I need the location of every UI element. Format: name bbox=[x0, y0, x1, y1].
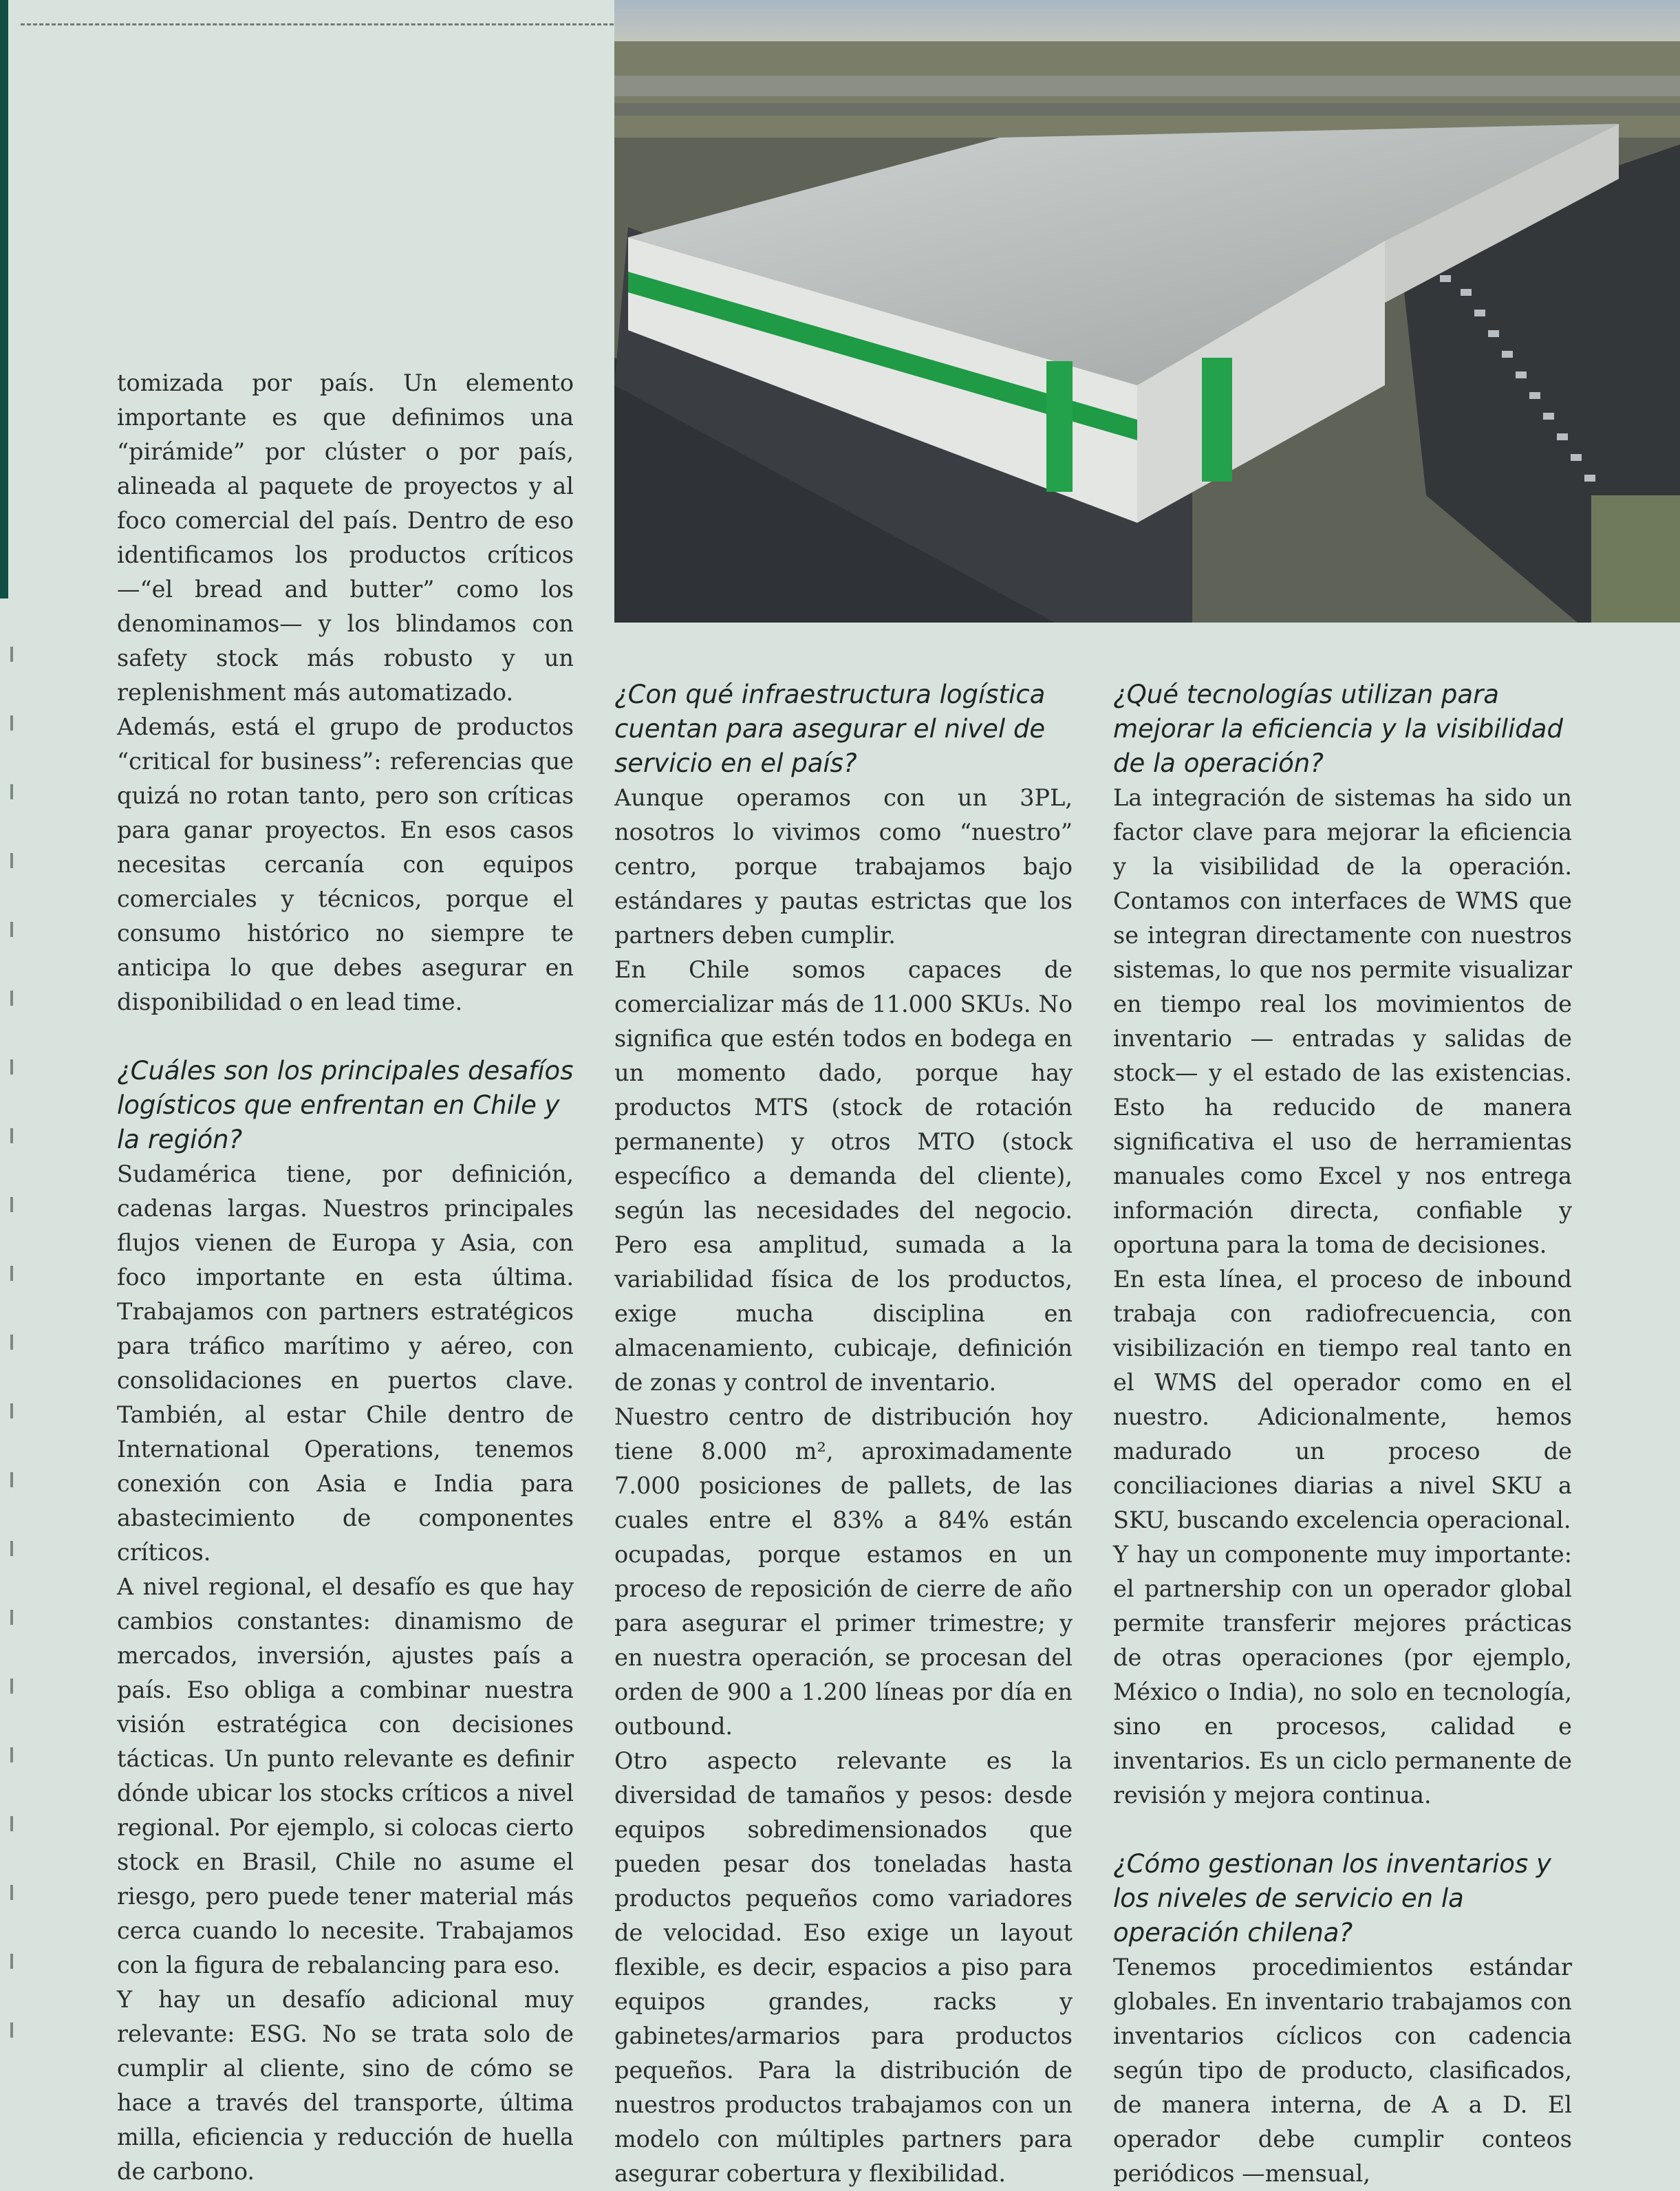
warehouse-aerial-icon bbox=[614, 0, 1680, 623]
column-3-paragraph: Tenemos procedimientos estándar globales. En inventario trabajamos con inventarios cíclicos con cadencia según tipo de producto, clasificados, de manera interna, de A a D. El operador debe cumplir conteos periódicos —mensual, bbox=[1113, 1954, 1572, 2187]
column-2 bbox=[614, 678, 1073, 2191]
column-2-paragraph: Aunque operamos con un 3PL, nosotros lo vivimos como “nuestro” centro, porque trabajamos bajo estándares y pautas estrictas que los partners deben cumplir. bbox=[614, 784, 1073, 949]
left-accent-bar bbox=[0, 0, 8, 598]
column-1-paragraph: Sudamérica tiene, por definición, cadenas largas. Nuestros principales flujos vienen de Europa y Asia, con foco importante en esta última. Trabajamos con partners estratégicos para tráfico marítimo y aéreo, con consolidaciones en puertos clave. También, al estar Chile dentro de International Operations, tenemos conexión con Asia e India para abastecimiento de componentes críticos. bbox=[117, 1161, 574, 1566]
column-3-paragraph: La integración de sistemas ha sido un factor clave para mejorar la eficiencia y la visibilidad de la operación. Contamos con interfaces de WMS que se integran directamente con nuestros sistemas, lo que nos permite visualizar en tiempo real los movimientos de inventario — entradas y salidas de stock— y el estado de las existencias. Esto ha reducido de manera significativa el uso de herramientas manuales como Excel y nos entrega información directa, confiable y oportuna para la toma de decisiones. bbox=[1113, 784, 1572, 1258]
column-2-paragraph: Nuestro centro de distribución hoy tiene 8.000 m², aproximadamente 7.000 posiciones de pallets, de las cuales entre el 83% a 84% están ocupadas, porque estamos en un proceso de reposición de cierre de año para asegurar el primer trimestre; y en nuestra operación, se procesan del orden de 900 a 1.200 líneas por día en outbound. bbox=[614, 1403, 1073, 1740]
column-2-paragraph: En Chile somos capaces de comercializar más de 11.000 SKUs. No significa que estén todos en bodega en un momento dado, porque hay productos MTS (stock de rotación permanente) y otros MTO (stock específico a demanda del cliente), según las necesidades del negocio. Pero esa amplitud, sumada a la variabilidad física de los productos, exige mucha disciplina en almacenamiento, cubicaje, definición de zonas y control de inventario. bbox=[614, 956, 1073, 1396]
column-2-paragraph: Otro aspecto relevante es la diversidad de tamaños y pesos: desde equipos sobredimensionados que pueden pesar dos toneladas hasta productos pequeños como variadores de velocidad. Eso exige un layout flexible, es decir, espacios a piso para equipos grandes, racks y gabinetes/armarios para productos pequeños. Para la distribución de nuestros productos trabajamos con un modelo con múltiples partners para asegurar cobertura y flexibilidad. bbox=[614, 1747, 1073, 2187]
question-heading: ¿Cómo gestionan los inventarios y los niveles de servicio en la operación chilena? bbox=[1113, 1849, 1551, 1947]
left-margin-ticks bbox=[10, 647, 13, 2091]
question-heading: ¿Qué tecnologías utilizan para mejorar la eficiencia y la visibilidad de la operación? bbox=[1113, 680, 1563, 778]
warehouse-aerial-photo bbox=[614, 0, 1680, 623]
column-3-paragraph: Y hay un componente muy importante: el partnership con un operador global permite transferir mejores prácticas de otras operaciones (por ejemplo, México o India), no solo en tecnología, sino en procesos, calidad e inventarios. Es un ciclo permanente de revisión y mejora continua. bbox=[1113, 1541, 1572, 1809]
column-1-paragraph: A nivel regional, el desafío es que hay cambios constantes: dinamismo de mercados, inversión, ajustes país a país. Eso obliga a combinar nuestra visión estratégica con decisiones tácticas. Un punto relevante es definir dónde ubicar los stocks críticos a nivel regional. Por ejemplo, si colocas cierto stock en Brasil, Chile no asume el riesgo, pero puede tener material más cerca cuando lo necesite. Trabajamos con la figura de rebalancing para eso. bbox=[117, 1573, 574, 1978]
column-1-paragraph: Y hay un desafío adicional muy relevante: ESG. No se trata solo de cumplir al cliente, sino de cómo se hace a través del transporte, última milla, eficiencia y reducción de huella de carbono. bbox=[117, 1986, 574, 2185]
column-3-paragraph: En esta línea, el proceso de inbound trabaja con radiofrecuencia, con visibilización en tiempo real tanto en el WMS del operador como en el nuestro. Adicionalmente, hemos madurado un proceso de conciliaciones diarias a nivel SKU a SKU, buscando excelencia operacional. bbox=[1113, 1266, 1572, 1533]
question-heading: ¿Con qué infraestructura logística cuentan para asegurar el nivel de servicio en el país? bbox=[614, 680, 1046, 778]
question-heading: ¿Cuáles son los principales desafíos logísticos que enfrentan en Chile y la región? bbox=[117, 1056, 574, 1154]
column-3 bbox=[1113, 678, 1572, 2191]
column-1-paragraph: tomizada por país. Un elemento importante es que definimos una “pirámide” por clúster o por país, alineada al paquete de proyectos y al foco comercial del país. Dentro de eso identificamos los productos críticos —“el bread and butter” como los denominamos— y los blindamos con safety stock más robusto y un replenishment más automatizado. bbox=[117, 369, 574, 706]
column-1 bbox=[117, 366, 574, 2189]
column-1-paragraph: Además, está el grupo de productos “critical for business”: referencias que quizá no rotan tanto, pero son críticas para ganar proyectos. En esos casos necesitas cercanía con equipos comerciales y técnicos, porque el consumo histórico no siempre te anticipa lo que debes asegurar en disponibilidad o en lead time. bbox=[117, 713, 574, 1015]
